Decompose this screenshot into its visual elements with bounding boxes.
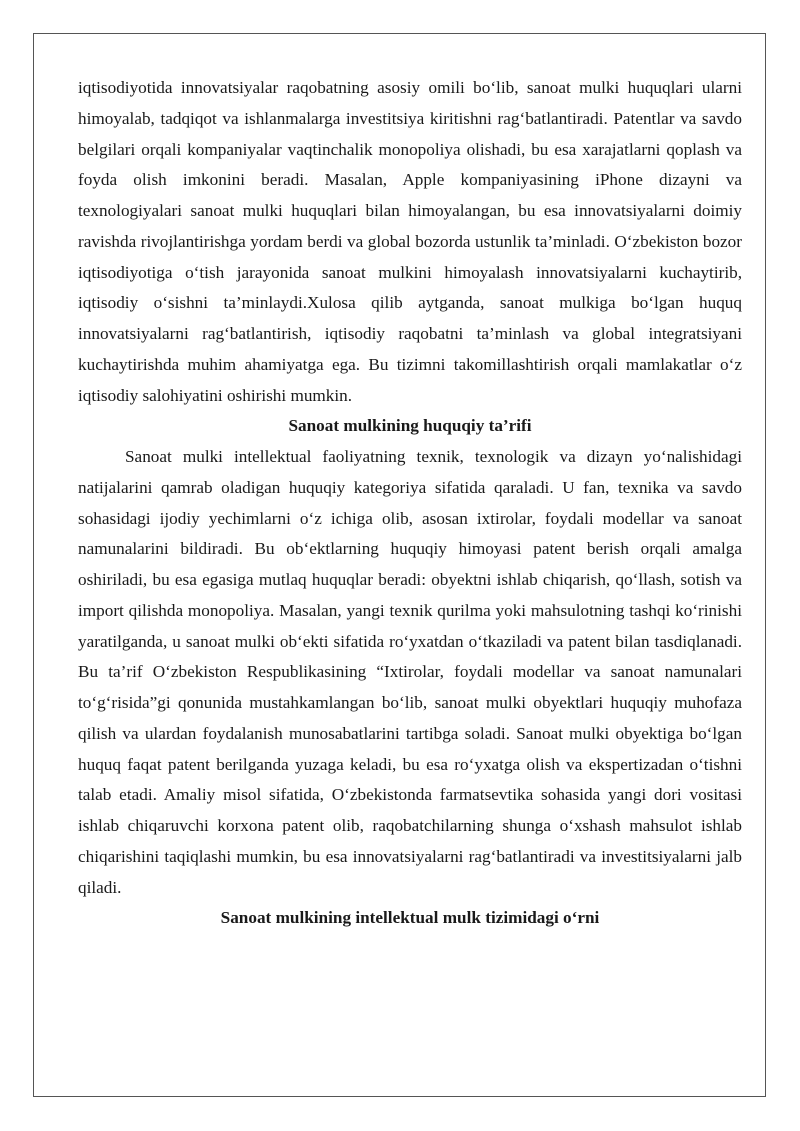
paragraph-legal-definition: Sanoat mulki intellektual faoliyatning texnik, texnologik va dizayn yo‘nalishidagi natijalarini qamrab oladigan huquqiy kategoriya sifatida qaraladi. U fan, texnika va savdo sohasidagi ijodiy yechimlarni o‘z ichiga olib, asosan ixtirolar, foydali modellar va sanoat namunalarini bildiradi. Bu ob‘ektlarning huquqiy himoyasi patent berish orqali amalga oshiriladi, bu esa egasiga mutlaq huquqlar beradi: obyektni ishlab chiqarish, qo‘llash, sotish va import qilishda monopoliya. Masalan, yangi texnik qurilma yoki mahsulotning tashqi ko‘rinishi yaratilganda, u sanoat mulki ob‘ekti sifatida ro‘yxatdan o‘tkaziladi va patent bilan tasdiqlanadi. Bu ta’rif O‘zbekiston Respublikasining “Ixtirolar, foydali modellar va sanoat namunalari to‘g‘risida”gi qonunida mustahkamlangan bo‘lib, sanoat mulki obyektlari huquqiy muhofaza qilish va ulardan foydalanish munosabatlarini tartibga soladi. Sanoat mulki obyektiga bo‘lgan huquq faqat patent berilganda yuzaga keladi, bu esa ro‘yxatga olish va ekspertizadan o‘tishni talab etadi. Amaliy misol sifatida, O‘zbekistonda farmatsevtika sohasida yangi dori vositasi ishlab chiqaruvchi korxona patent olib, raqobatchilarning shunga o‘xshash mahsulot ishlab chiqarishini taqiqlashi mumkin, bu esa innovatsiyalarni rag‘batlantiradi va investitsiyalarni jalb qiladi. xyxy=(78,447,742,897)
section-heading-ip-system-role: Sanoat mulkining intellektual mulk tizimidagi o‘rni xyxy=(220,908,600,928)
section-heading-legal-definition: Sanoat mulkining huquqiy ta’rifi xyxy=(288,416,532,436)
paragraph-economic-innovation: iqtisodiyotida innovatsiyalar raqobatning asosiy omili bo‘lib, sanoat mulki huquqlari ularni himoyalab, tadqiqot va ishlanmalarga investitsiya kiritishni rag‘batlantiradi. Patentlar va savdo belgilari orqali kompaniyalar vaqtinchalik monopoliya olishadi, bu esa xarajatlarni qoplash va foyda olish imkonini beradi. Masalan, Apple kompaniyasining iPhone dizayni va texnologiyalari sanoat mulki huquqlari bilan himoyalangan, bu esa innovatsiyalarni doimiy ravishda rivojlantirishga yordam berdi va global bozorda ustunlik ta’minladi. O‘zbekiston bozor iqtisodiyotiga o‘tish jarayonida sanoat mulkini himoyalash innovatsiyalarni kuchaytirib, iqtisodiy o‘sishni ta’minlaydi.Xulosa qilib aytganda, sanoat mulkiga bo‘lgan huquq innovatsiyalarni rag‘batlantirish, iqtisodiy raqobatni ta’minlash va global integratsiyani kuchaytirishda muhim ahamiyatga ega. Bu tizimni takomillashtirish orqali mamlakatlar o‘z iqtisodiy salohiyatini oshirishi mumkin. xyxy=(78,78,742,405)
document-body xyxy=(78,73,742,934)
